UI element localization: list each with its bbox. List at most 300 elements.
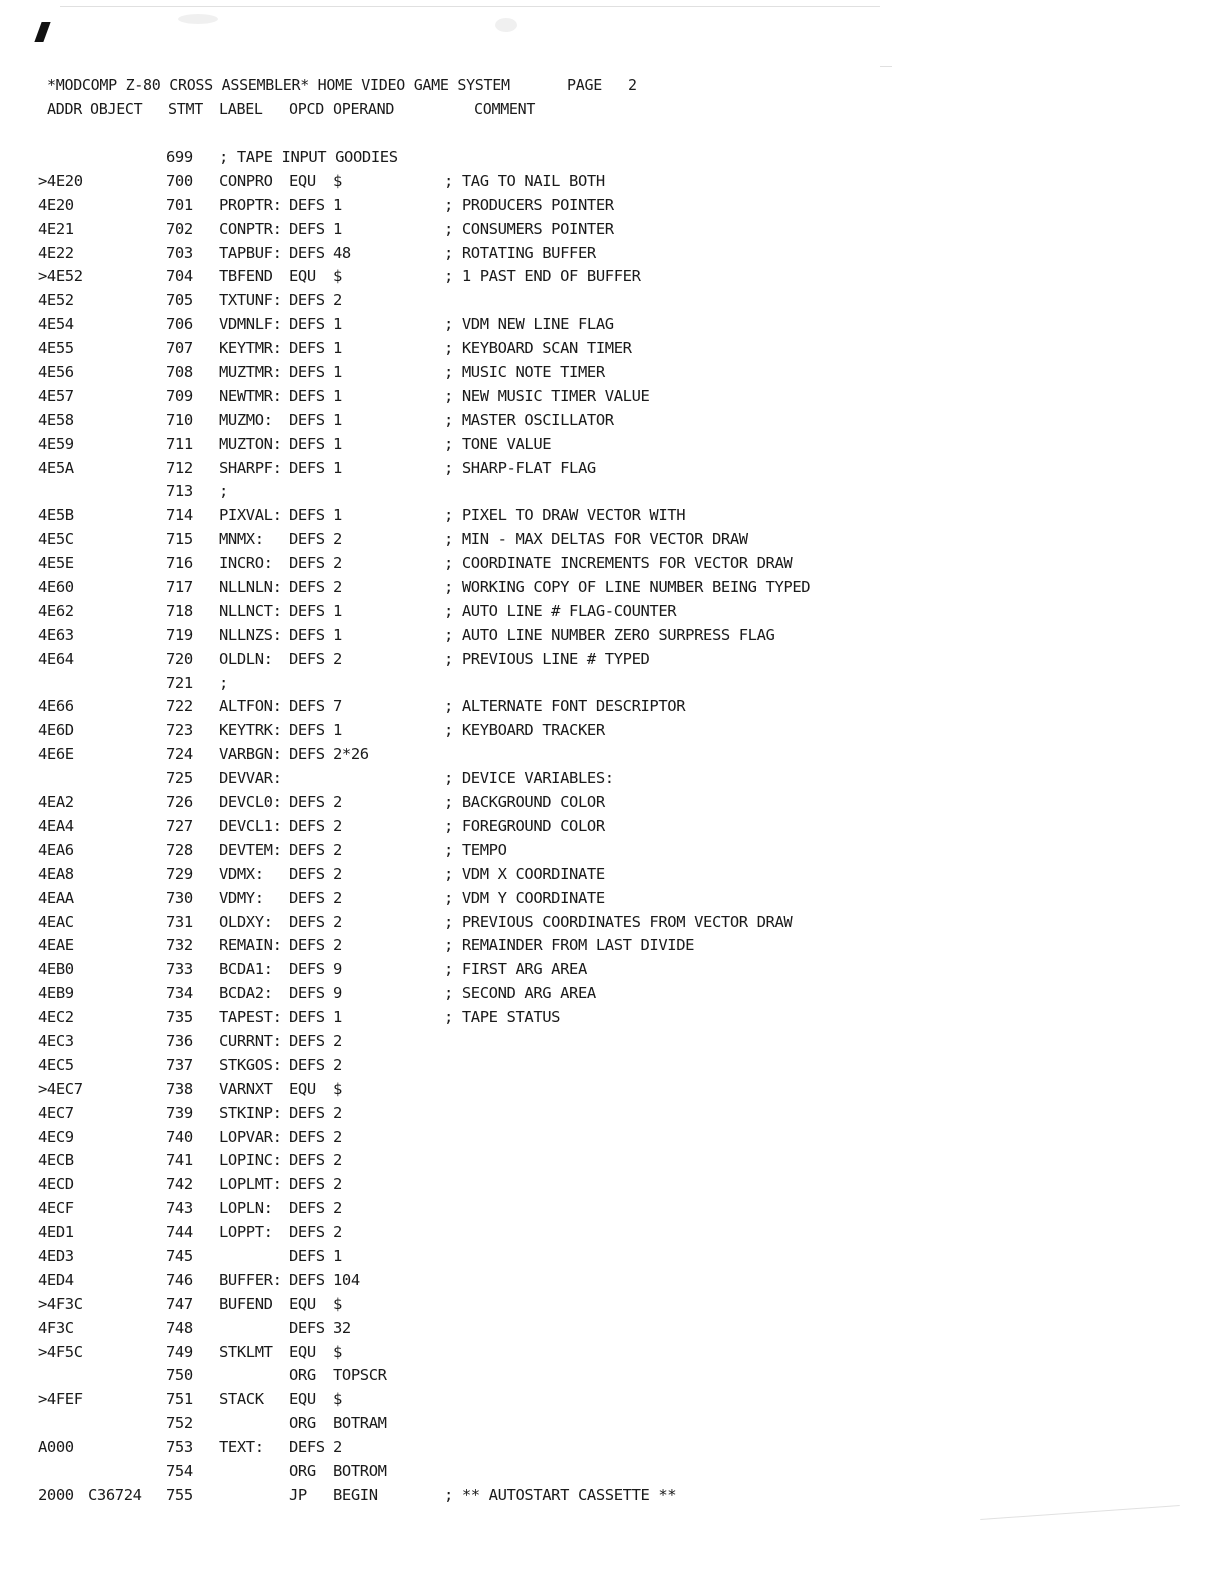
comment-cell: ; VDM X COORDINATE: [444, 864, 605, 883]
stmt-cell: 724: [166, 745, 193, 764]
label-cell: SHARPF:: [219, 458, 282, 477]
opcode-cell: DEFS: [289, 912, 325, 931]
operand-cell: 2: [333, 649, 342, 668]
listing-row: [0, 1295, 1224, 1319]
stmt-cell: 704: [166, 267, 193, 286]
operand-cell: $: [333, 1342, 342, 1361]
operand-cell: 2: [333, 554, 342, 573]
stmt-cell: 731: [166, 912, 193, 931]
opcode-cell: EQU: [289, 1342, 316, 1361]
listing-row: [0, 1128, 1224, 1152]
listing-row: [0, 578, 1224, 602]
addr-cell: 4F3C: [38, 1318, 74, 1337]
stmt-cell: 717: [166, 578, 193, 597]
opcode-cell: DEFS: [289, 984, 325, 1003]
operand-cell: 2: [333, 888, 342, 907]
listing-row: [0, 889, 1224, 913]
addr-cell: >4FEF: [38, 1390, 83, 1409]
opcode-cell: DEFS: [289, 578, 325, 597]
stmt-cell: 749: [166, 1342, 193, 1361]
addr-cell: 4E57: [38, 386, 74, 405]
stmt-cell: 723: [166, 721, 193, 740]
operand-cell: 2: [333, 816, 342, 835]
addr-cell: 4EAE: [38, 936, 74, 955]
addr-cell: 4E5A: [38, 458, 74, 477]
addr-cell: 4EB9: [38, 984, 74, 1003]
stmt-cell: 720: [166, 649, 193, 668]
stmt-cell: 755: [166, 1485, 193, 1504]
stmt-cell: 743: [166, 1199, 193, 1218]
operand-cell: 48: [333, 243, 351, 262]
scan-smudge: [178, 14, 218, 24]
stmt-cell: 746: [166, 1270, 193, 1289]
operand-cell: 2: [333, 864, 342, 883]
opcode-cell: EQU: [289, 171, 316, 190]
listing-row: [0, 1414, 1224, 1438]
opcode-cell: DEFS: [289, 864, 325, 883]
stmt-cell: 701: [166, 195, 193, 214]
addr-cell: 2000: [38, 1485, 74, 1504]
opcode-cell: DEFS: [289, 1175, 325, 1194]
label-cell: CONPTR:: [219, 219, 282, 238]
listing-row: [0, 1223, 1224, 1247]
opcode-cell: DEFS: [289, 625, 325, 644]
listing-row: [0, 172, 1224, 196]
label-cell: BUFEND: [219, 1294, 273, 1313]
addr-cell: >4EC7: [38, 1079, 83, 1098]
operand-cell: 2*26: [333, 745, 369, 764]
listing-row: [0, 1462, 1224, 1486]
stmt-cell: 738: [166, 1079, 193, 1098]
operand-cell: 1: [333, 506, 342, 525]
stmt-cell: 737: [166, 1055, 193, 1074]
stmt-cell: 728: [166, 840, 193, 859]
listing-row: [0, 697, 1224, 721]
listing-row: [0, 220, 1224, 244]
label-cell: TEXT:: [219, 1438, 264, 1457]
opcode-cell: DEFS: [289, 554, 325, 573]
operand-cell: 1: [333, 195, 342, 214]
label-cell: TAPEST:: [219, 1008, 282, 1027]
label-cell: STKINP:: [219, 1103, 282, 1122]
label-cell: STACK: [219, 1390, 264, 1409]
stmt-cell: 711: [166, 434, 193, 453]
listing-row: [0, 1366, 1224, 1390]
stmt-cell: 753: [166, 1438, 193, 1457]
listing-row: [0, 936, 1224, 960]
stmt-cell: 705: [166, 291, 193, 310]
opcode-cell: DEFS: [289, 1199, 325, 1218]
operand-cell: 1: [333, 1246, 342, 1265]
addr-cell: >4E52: [38, 267, 83, 286]
column-header-stmt: STMT: [168, 100, 203, 118]
listing-row: [0, 841, 1224, 865]
listing-row: [0, 1175, 1224, 1199]
stmt-cell: 735: [166, 1008, 193, 1027]
addr-cell: 4ECD: [38, 1175, 74, 1194]
opcode-cell: DEFS: [289, 1127, 325, 1146]
operand-cell: 1: [333, 625, 342, 644]
label-cell: ;: [219, 482, 228, 501]
addr-cell: 4E5E: [38, 554, 74, 573]
stmt-cell: 739: [166, 1103, 193, 1122]
listing-row: [0, 960, 1224, 984]
listing-title: *MODCOMP Z-80 CROSS ASSEMBLER* HOME VIDEO GAME SYSTEM: [47, 76, 510, 94]
comment-cell: ; AUTO LINE NUMBER ZERO SURPRESS FLAG: [444, 625, 775, 644]
stmt-cell: 729: [166, 864, 193, 883]
addr-cell: 4EC9: [38, 1127, 74, 1146]
operand-cell: 2: [333, 912, 342, 931]
opcode-cell: EQU: [289, 1079, 316, 1098]
stmt-cell: 754: [166, 1461, 193, 1480]
label-cell: LOPVAR:: [219, 1127, 282, 1146]
label-cell: PIXVAL:: [219, 506, 282, 525]
operand-cell: 1: [333, 339, 342, 358]
label-cell: PROPTR:: [219, 195, 282, 214]
opcode-cell: DEFS: [289, 649, 325, 668]
opcode-cell: ORG: [289, 1366, 316, 1385]
addr-cell: 4E56: [38, 363, 74, 382]
label-cell: STKGOS:: [219, 1055, 282, 1074]
comment-cell: ; ALTERNATE FONT DESCRIPTOR: [444, 697, 686, 716]
operand-cell: 104: [333, 1270, 360, 1289]
comment-cell: ; BACKGROUND COLOR: [444, 793, 605, 812]
listing-row: [0, 1247, 1224, 1271]
comment-cell: ; KEYBOARD SCAN TIMER: [444, 339, 632, 358]
label-cell: DEVCL1:: [219, 816, 282, 835]
label-cell: KEYTMR:: [219, 339, 282, 358]
opcode-cell: DEFS: [289, 1318, 325, 1337]
label-cell: LOPPT:: [219, 1223, 273, 1242]
addr-cell: 4E6E: [38, 745, 74, 764]
addr-cell: 4E58: [38, 410, 74, 429]
opcode-cell: EQU: [289, 1390, 316, 1409]
opcode-cell: DEFS: [289, 1246, 325, 1265]
stmt-cell: 699: [166, 148, 193, 166]
addr-cell: 4E60: [38, 578, 74, 597]
listing-row: [0, 1343, 1224, 1367]
comment-cell: ; FOREGROUND COLOR: [444, 816, 605, 835]
comment-cell: ; CONSUMERS POINTER: [444, 219, 614, 238]
label-cell: INCRO:: [219, 554, 273, 573]
listing-row: [0, 602, 1224, 626]
column-header-addr: ADDR: [47, 100, 82, 118]
comment-cell: ; AUTO LINE # FLAG-COUNTER: [444, 601, 677, 620]
opcode-cell: DEFS: [289, 1031, 325, 1050]
operand-cell: 1: [333, 219, 342, 238]
comment-cell: ; KEYBOARD TRACKER: [444, 721, 605, 740]
opcode-cell: DEFS: [289, 793, 325, 812]
stmt-cell: 710: [166, 410, 193, 429]
opcode-cell: DEFS: [289, 1270, 325, 1289]
addr-cell: 4E66: [38, 697, 74, 716]
label-cell: DEVCL0:: [219, 793, 282, 812]
addr-cell: 4E6D: [38, 721, 74, 740]
stmt-cell: 751: [166, 1390, 193, 1409]
operand-cell: 1: [333, 458, 342, 477]
operand-cell: 32: [333, 1318, 351, 1337]
scan-smudge: [495, 18, 517, 32]
operand-cell: 1: [333, 315, 342, 334]
stmt-cell: 736: [166, 1031, 193, 1050]
listing-row: [0, 1008, 1224, 1032]
opcode-cell: JP: [289, 1485, 307, 1504]
operand-cell: 2: [333, 793, 342, 812]
addr-cell: 4E5C: [38, 530, 74, 549]
stmt-cell: 730: [166, 888, 193, 907]
stmt-cell: 752: [166, 1414, 193, 1433]
listing-row: [0, 148, 1224, 172]
addr-cell: 4EAC: [38, 912, 74, 931]
comment-cell: ; TAPE STATUS: [444, 1008, 561, 1027]
opcode-cell: DEFS: [289, 410, 325, 429]
comment-cell: ; VDM NEW LINE FLAG: [444, 315, 614, 334]
stmt-cell: 740: [166, 1127, 193, 1146]
operand-cell: $: [333, 171, 342, 190]
listing-row: [0, 1056, 1224, 1080]
operand-cell: 2: [333, 1223, 342, 1242]
opcode-cell: DEFS: [289, 458, 325, 477]
stmt-cell: 742: [166, 1175, 193, 1194]
opcode-cell: DEFS: [289, 386, 325, 405]
listing-row: [0, 363, 1224, 387]
label-cell: VARBGN:: [219, 745, 282, 764]
comment-cell: ; ROTATING BUFFER: [444, 243, 596, 262]
operand-cell: 1: [333, 1008, 342, 1027]
operand-cell: 2: [333, 1199, 342, 1218]
listing-row: [0, 1319, 1224, 1343]
label-cell: TAPBUF:: [219, 243, 282, 262]
addr-cell: 4EC2: [38, 1008, 74, 1027]
operand-cell: 2: [333, 1438, 342, 1457]
stmt-cell: 713: [166, 482, 193, 501]
operand-cell: 2: [333, 530, 342, 549]
listing-row: [0, 984, 1224, 1008]
label-cell: OLDXY:: [219, 912, 273, 931]
opcode-cell: DEFS: [289, 888, 325, 907]
comment-cell: ; WORKING COPY OF LINE NUMBER BEING TYPED: [444, 578, 811, 597]
label-cell: VDMNLF:: [219, 315, 282, 334]
opcode-cell: DEFS: [289, 530, 325, 549]
listing-row: [0, 1438, 1224, 1462]
comment-cell: ; TEMPO: [444, 840, 507, 859]
operand-cell: 1: [333, 601, 342, 620]
opcode-cell: DEFS: [289, 219, 325, 238]
label-cell: KEYTRK:: [219, 721, 282, 740]
listing-row: [0, 745, 1224, 769]
stmt-cell: 712: [166, 458, 193, 477]
opcode-cell: DEFS: [289, 434, 325, 453]
operand-cell: 2: [333, 1031, 342, 1050]
opcode-cell: DEFS: [289, 291, 325, 310]
opcode-cell: DEFS: [289, 1103, 325, 1122]
comment-cell: ; MIN - MAX DELTAS FOR VECTOR DRAW: [444, 530, 748, 549]
stmt-cell: 727: [166, 816, 193, 835]
comment-cell: ; REMAINDER FROM LAST DIVIDE: [444, 936, 695, 955]
label-cell: DEVTEM:: [219, 840, 282, 859]
listing-row: [0, 626, 1224, 650]
listing-row: [0, 267, 1224, 291]
opcode-cell: ORG: [289, 1414, 316, 1433]
label-cell: BCDA2:: [219, 984, 273, 1003]
listing-row: [0, 411, 1224, 435]
opcode-cell: DEFS: [289, 1223, 325, 1242]
opcode-cell: DEFS: [289, 697, 325, 716]
operand-cell: 2: [333, 840, 342, 859]
comment-cell: ; SHARP-FLAT FLAG: [444, 458, 596, 477]
listing-row: [0, 506, 1224, 530]
operand-cell: 7: [333, 697, 342, 716]
stmt-cell: 708: [166, 363, 193, 382]
addr-cell: 4E5B: [38, 506, 74, 525]
stmt-cell: 745: [166, 1246, 193, 1265]
label-cell: ; TAPE INPUT GOODIES: [219, 148, 398, 166]
listing-row: [0, 1104, 1224, 1128]
comment-cell: ; DEVICE VARIABLES:: [444, 769, 614, 788]
stmt-cell: 716: [166, 554, 193, 573]
opcode-cell: DEFS: [289, 339, 325, 358]
label-cell: DEVVAR:: [219, 769, 282, 788]
operand-cell: 2: [333, 1151, 342, 1170]
listing-row: [0, 435, 1224, 459]
label-cell: LOPLMT:: [219, 1175, 282, 1194]
stmt-cell: 747: [166, 1294, 193, 1313]
comment-cell: ; COORDINATE INCREMENTS FOR VECTOR DRAW: [444, 554, 793, 573]
listing-row: [0, 674, 1224, 698]
label-cell: MNMX:: [219, 530, 264, 549]
ink-mark: [34, 22, 50, 42]
label-cell: CONPRO: [219, 171, 273, 190]
comment-cell: ; TAG TO NAIL BOTH: [444, 171, 605, 190]
listing-row: [0, 1486, 1224, 1510]
operand-cell: 2: [333, 291, 342, 310]
listing-row: [0, 865, 1224, 889]
operand-cell: 1: [333, 434, 342, 453]
comment-cell: ; FIRST ARG AREA: [444, 960, 587, 979]
listing-row: [0, 1151, 1224, 1175]
addr-cell: 4EAA: [38, 888, 74, 907]
comment-cell: ; PREVIOUS COORDINATES FROM VECTOR DRAW: [444, 912, 793, 931]
page-number: 2: [628, 76, 637, 94]
comment-cell: ; PRODUCERS POINTER: [444, 195, 614, 214]
stmt-cell: 744: [166, 1223, 193, 1242]
opcode-cell: DEFS: [289, 936, 325, 955]
operand-cell: $: [333, 1390, 342, 1409]
scan-edge-line: [60, 6, 880, 7]
opcode-cell: DEFS: [289, 506, 325, 525]
label-cell: NEWTMR:: [219, 386, 282, 405]
operand-cell: 2: [333, 1055, 342, 1074]
label-cell: CURRNT:: [219, 1031, 282, 1050]
opcode-cell: DEFS: [289, 1438, 325, 1457]
addr-cell: 4E55: [38, 339, 74, 358]
opcode-cell: ORG: [289, 1461, 316, 1480]
stmt-cell: 702: [166, 219, 193, 238]
stmt-cell: 721: [166, 673, 193, 692]
opcode-cell: DEFS: [289, 1151, 325, 1170]
listing-row: [0, 1390, 1224, 1414]
page-label: PAGE: [567, 76, 602, 94]
stmt-cell: 718: [166, 601, 193, 620]
operand-cell: 9: [333, 960, 342, 979]
listing-row: [0, 339, 1224, 363]
opcode-cell: DEFS: [289, 840, 325, 859]
listing-row: [0, 315, 1224, 339]
comment-cell: ; MASTER OSCILLATOR: [444, 410, 614, 429]
label-cell: VDMX:: [219, 864, 264, 883]
column-header-operand: OPERAND: [333, 100, 395, 118]
operand-cell: BOTRAM: [333, 1414, 387, 1433]
label-cell: REMAIN:: [219, 936, 282, 955]
comment-cell: ; 1 PAST END OF BUFFER: [444, 267, 641, 286]
label-cell: LOPINC:: [219, 1151, 282, 1170]
addr-cell: 4E63: [38, 625, 74, 644]
stmt-cell: 750: [166, 1366, 193, 1385]
operand-cell: 1: [333, 410, 342, 429]
listing-body: [0, 148, 1224, 1510]
opcode-cell: DEFS: [289, 721, 325, 740]
listing-title-line: [0, 76, 1224, 100]
listing-row: [0, 1032, 1224, 1056]
operand-cell: 1: [333, 363, 342, 382]
listing-row: [0, 1080, 1224, 1104]
stmt-cell: 700: [166, 171, 193, 190]
addr-cell: 4ECF: [38, 1199, 74, 1218]
label-cell: ;: [219, 673, 228, 692]
listing-row: [0, 817, 1224, 841]
addr-cell: 4E20: [38, 195, 74, 214]
addr-cell: 4EA8: [38, 864, 74, 883]
listing-row: [0, 387, 1224, 411]
stmt-cell: 706: [166, 315, 193, 334]
addr-cell: 4E52: [38, 291, 74, 310]
operand-cell: BEGIN: [333, 1485, 378, 1504]
listing-row: [0, 459, 1224, 483]
stmt-cell: 715: [166, 530, 193, 549]
addr-cell: 4E64: [38, 649, 74, 668]
addr-cell: 4ED3: [38, 1246, 74, 1265]
operand-cell: BOTROM: [333, 1461, 387, 1480]
operand-cell: 9: [333, 984, 342, 1003]
operand-cell: $: [333, 267, 342, 286]
listing-row: [0, 291, 1224, 315]
label-cell: VDMY:: [219, 888, 264, 907]
opcode-cell: DEFS: [289, 1008, 325, 1027]
operand-cell: $: [333, 1079, 342, 1098]
operand-cell: 2: [333, 1127, 342, 1146]
label-cell: NLLNLN:: [219, 578, 282, 597]
opcode-cell: EQU: [289, 267, 316, 286]
operand-cell: TOPSCR: [333, 1366, 387, 1385]
comment-cell: ; TONE VALUE: [444, 434, 552, 453]
addr-cell: 4EC7: [38, 1103, 74, 1122]
listing-row: [0, 196, 1224, 220]
opcode-cell: DEFS: [289, 960, 325, 979]
operand-cell: 2: [333, 1103, 342, 1122]
object-cell: C36724: [88, 1485, 142, 1504]
opcode-cell: DEFS: [289, 243, 325, 262]
column-header-object: OBJECT: [90, 100, 143, 118]
stmt-cell: 741: [166, 1151, 193, 1170]
stmt-cell: 709: [166, 386, 193, 405]
stmt-cell: 733: [166, 960, 193, 979]
addr-cell: >4F3C: [38, 1294, 83, 1313]
label-cell: TBFEND: [219, 267, 273, 286]
opcode-cell: EQU: [289, 1294, 316, 1313]
stmt-cell: 726: [166, 793, 193, 812]
operand-cell: 1: [333, 721, 342, 740]
comment-cell: ; SECOND ARG AREA: [444, 984, 596, 1003]
